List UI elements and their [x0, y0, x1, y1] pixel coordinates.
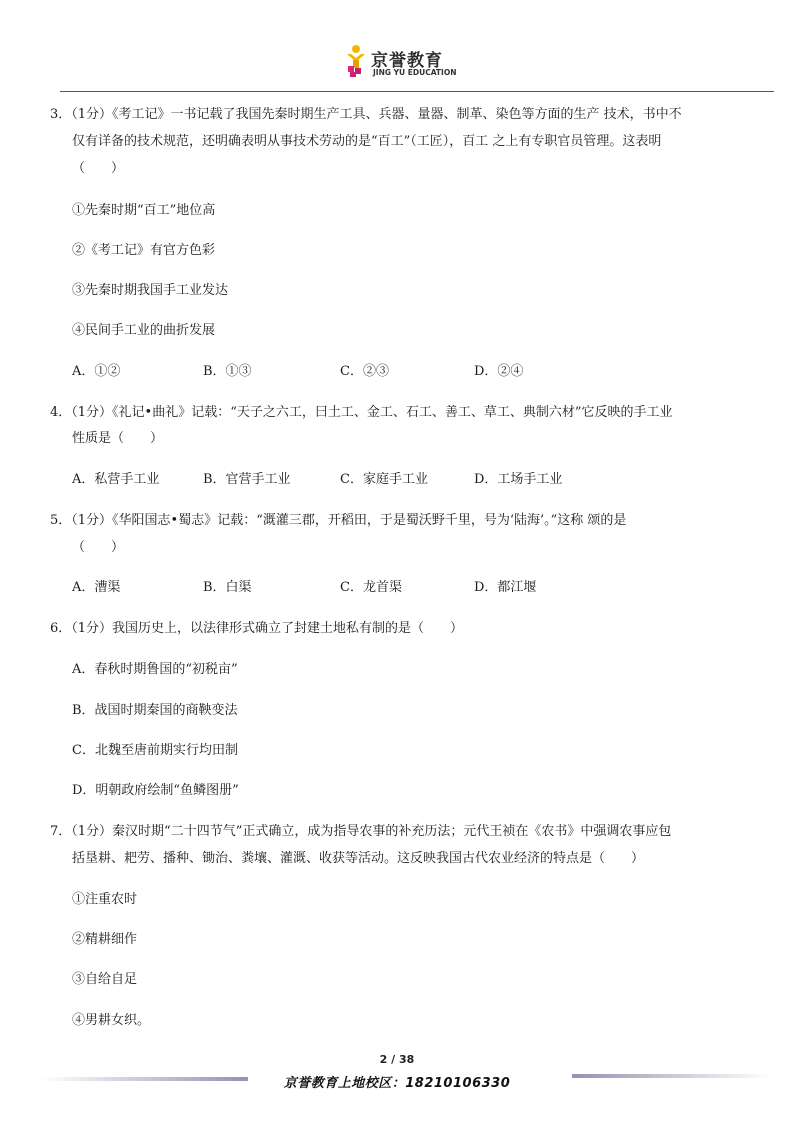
q7-statement-3: ③自给自足 — [72, 972, 138, 987]
q3-option-c[interactable]: C．②③ — [340, 364, 389, 379]
q4-stem-line-2: 性质是（ ） — [72, 431, 164, 446]
q5-option-d[interactable]: D．都江堰 — [474, 580, 537, 595]
q3-stem-line-3: （ ） — [72, 161, 125, 176]
q3-statement-1: ①先秦时期“百工”地位高 — [72, 203, 216, 218]
q3-option-b[interactable]: B．①③ — [203, 364, 252, 379]
q6-stem: 6．（1分）我国历史上，以法律形式确立了封建土地私有制的是（ ） — [50, 621, 464, 636]
q3-option-d[interactable]: D．②④ — [474, 364, 524, 379]
q7-statement-2: ②精耕细作 — [72, 932, 138, 947]
q3-statement-2: ②《考工记》有官方色彩 — [72, 243, 216, 258]
q3-statement-3: ③先秦时期我国手工业发达 — [72, 283, 229, 298]
q5-option-b[interactable]: B．白渠 — [203, 580, 252, 595]
q6-option-c[interactable]: C．北魏至唐前期实行均田制 — [72, 743, 238, 758]
q7-statement-1: ①注重农时 — [72, 892, 138, 907]
logo-english-name: JING YU EDUCATION — [373, 68, 457, 77]
logo-figure-icon — [343, 44, 369, 78]
q6-option-b[interactable]: B．战国时期秦国的商鞅变法 — [72, 703, 238, 718]
q4-option-c[interactable]: C．家庭手工业 — [340, 472, 428, 487]
q7-statement-4: ④男耕女织。 — [72, 1013, 151, 1028]
q4-option-d[interactable]: D．工场手工业 — [474, 472, 563, 487]
q5-option-a[interactable]: A．漕渠 — [72, 580, 121, 595]
q7-stem-line-1: 7．（1分）秦汉时期“二十四节气”正式确立，成为指导农事的补充历法；元代王祯在《农书》中强调农事应包 — [50, 824, 672, 839]
footer-school-contact: 京誉教育上地校区：18210106330 — [283, 1076, 511, 1091]
q3-statement-4: ④民间手工业的曲折发展 — [72, 323, 216, 338]
page-number: 2 / 38 — [379, 1053, 415, 1066]
q7-stem-line-2: 括垦耕、耙劳、播种、锄治、粪壤、灌溉、收获等活动。这反映我国古代农业经济的特点是（ ） — [72, 851, 645, 866]
q3-option-a[interactable]: A．①② — [72, 364, 121, 379]
q5-stem-line-2: （ ） — [72, 540, 125, 555]
q4-option-b[interactable]: B．官营手工业 — [203, 472, 291, 487]
q5-stem-line-1: 5．（1分）《华阳国志•蜀志》记载：“溉灌三郡，开稻田，于是蜀沃野千里，号为‘陆海’。”这称 颂的是 — [50, 513, 627, 528]
q6-option-a[interactable]: A．春秋时期鲁国的“初税亩” — [72, 662, 238, 677]
header-divider — [60, 91, 774, 92]
q3-stem-line-1: 3．（1分）《考工记》一书记载了我国先秦时期生产工具、兵器、量器、制革、染色等方面的生产 技术，书中不 — [50, 107, 682, 122]
q4-option-a[interactable]: A．私营手工业 — [72, 472, 160, 487]
brand-logo — [343, 44, 457, 80]
q6-option-d[interactable]: D．明朝政府绘制“鱼鳞图册” — [72, 783, 239, 798]
q4-stem-line-1: 4．（1分）《礼记•曲礼》记载：“天子之六工，曰土工、金工、石工、善工、草工、典制六材”它反映的手工业 — [50, 405, 673, 420]
logo-chinese-name: 京誉教育 — [371, 51, 443, 71]
q5-option-c[interactable]: C．龙首渠 — [340, 580, 402, 595]
q3-stem-line-2: 仅有详备的技术规范，还明确表明从事技术劳动的是“百工”（工匠），百工 之上有专职官员管理。这表明 — [72, 134, 662, 149]
